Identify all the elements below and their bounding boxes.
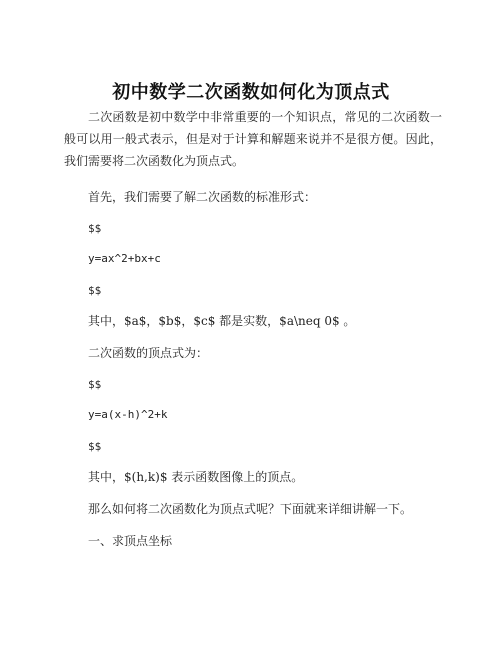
paragraph-vertex-form: 二次函数的顶点式为：: [88, 346, 209, 360]
paragraph-how-to: 那么如何将二次函数化为顶点式呢？下面就来详细讲解一下。: [88, 502, 413, 516]
math-delimiter-close-2: $$: [88, 440, 102, 453]
section-heading-find-vertex: 一、求顶点坐标: [88, 534, 173, 548]
equation-standard-form: y=ax^2+bx+c: [88, 252, 161, 265]
document-title: 初中数学二次函数如何化为顶点式: [112, 82, 390, 103]
intro-paragraph: 二次函数是初中数学中非常重要的一个知识点，常见的二次函数一般可以用一般式表示，但是对于计算和解题来说并不是很方便。因此，我们需要将二次函数化为顶点式。: [64, 110, 442, 168]
paragraph-coefficients: 其中，$a$，$b$，$c$ 都是实数，$a\neq 0$ 。: [88, 314, 356, 328]
paragraph-standard-form: 首先，我们需要了解二次函数的标准形式：: [88, 190, 317, 204]
equation-vertex-form: y=a(x-h)^2+k: [88, 408, 168, 421]
math-delimiter-open-2: $$: [88, 378, 102, 391]
math-delimiter-close-1: $$: [88, 284, 102, 297]
paragraph-vertex-meaning: 其中，$(h,k)$ 表示函数图像上的顶点。: [88, 470, 304, 484]
math-delimiter-open-1: $$: [88, 222, 102, 235]
